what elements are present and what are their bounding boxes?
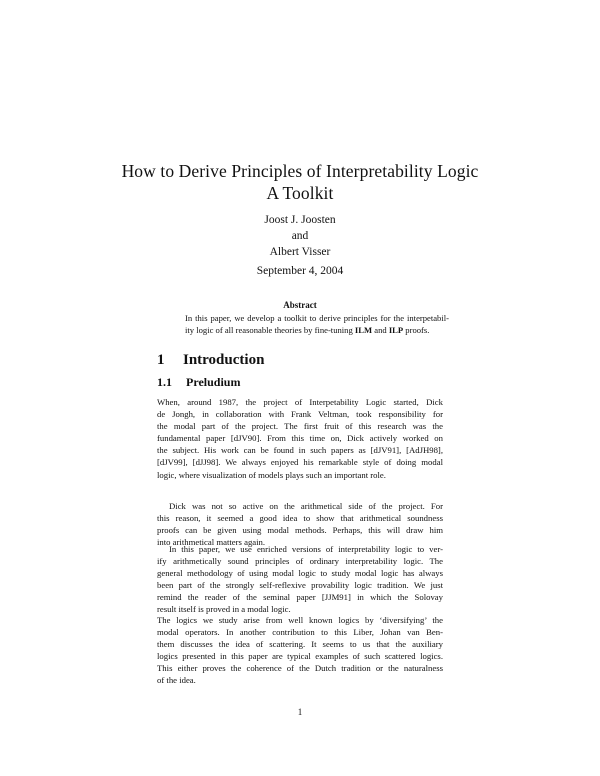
paragraph-line: ify arithmetically sound principles of ordinary interpretability logic. The	[157, 556, 443, 567]
paragraph-line: Dick was not so active on the arithmetical side of the project. For	[169, 501, 443, 511]
paragraph-3	[157, 543, 443, 616]
subsection-number: 1.1	[157, 375, 172, 389]
paragraph-line: fundamental paper [dJV90]. From this time on, Dick actively worked on	[157, 433, 443, 444]
title-line-1: How to Derive Principles of Interpretability Logic	[121, 161, 479, 181]
paragraph-line: general methodology of using modal logic to study modal logic has always	[157, 568, 443, 579]
paragraph-line: The logics we study arise from well known logics by ‘diversifying’ the	[157, 615, 443, 625]
abstract-ilm: ILM	[354, 325, 373, 335]
abstract-heading: Abstract	[283, 300, 317, 310]
paragraph-line: In this paper, we use enriched versions of interpretability logic to ver-	[169, 544, 443, 554]
author-1: Joost J. Joosten	[264, 214, 336, 226]
section-title: Introduction	[183, 352, 265, 368]
paragraph-line: modal operators. In another contribution to this Liber, Johan van Ben-	[157, 627, 443, 638]
section-number: 1	[157, 352, 165, 368]
author-block	[0, 212, 600, 260]
paragraph-line: the modal part of the project. The first fruit of this research was the	[157, 421, 443, 432]
paragraph-4	[157, 614, 443, 687]
abstract-ilp: ILP	[388, 325, 404, 335]
paragraph-line: this reason, it seemed a good idea to show that arithmetical soundness	[157, 513, 443, 524]
paragraph-line: been part of the strongly self-reflexive provability logic tradition. We just	[157, 580, 443, 591]
abstract-body	[185, 312, 449, 336]
page-number: 1	[297, 707, 303, 717]
title-line-2: A Toolkit	[266, 183, 334, 203]
paragraph-line: the subject. His work can be found in such papers as [dJV91], [AdJH98],	[157, 445, 443, 456]
abstract-line-2-end: proofs.	[403, 325, 430, 335]
paper-date: September 4, 2004	[256, 265, 344, 277]
paragraph-line: into arithmetical matters again.	[157, 537, 266, 548]
paragraph-line: remind the reader of the seminal paper [JJM91] in which the Solovay	[157, 592, 443, 603]
paragraph-2	[157, 500, 443, 548]
abstract-line-1: In this paper, we develop a toolkit to derive principles for the interpetabil-	[185, 313, 449, 323]
paragraph-line: proofs can be given using modal methods. Perhaps, this will draw him	[157, 525, 443, 536]
paragraph-line: logic, where visualization of models plays such an important role.	[157, 469, 386, 480]
section-heading-introduction	[157, 350, 264, 370]
paragraph-line: result itself is proved in a modal logic.	[157, 604, 291, 615]
paragraph-line: of the idea.	[157, 675, 196, 686]
author-separator: and	[291, 230, 309, 242]
paragraph-line: [dJV99], [dJJ98]. We always enjoyed his remarkable style of doing modal	[157, 457, 443, 468]
paragraph-line: de Jongh, in collaboration with Frank Veltman, took responsibility for	[157, 409, 443, 420]
paragraph-line: logics presented in this paper are typical examples of such scattered logics.	[157, 651, 443, 662]
abstract-and: and	[372, 325, 389, 335]
abstract-line-2	[185, 324, 449, 336]
author-2: Albert Visser	[269, 246, 331, 258]
abstract-line-2-text: ity logic of all reasonable theories by fine-tuning	[185, 325, 355, 335]
paragraph-line: them discusses the idea of scattering. It seems to us that the auxiliary	[157, 639, 443, 650]
paragraph-1	[157, 396, 443, 481]
subsection-title: Preludium	[186, 375, 241, 389]
paragraph-line: This either proves the coherence of the Dutch tradition or the naturalness	[157, 663, 443, 674]
paper-title	[0, 160, 600, 204]
paragraph-line: When, around 1987, the project of Interpetability Logic started, Dick	[157, 397, 443, 407]
subsection-heading-preludium	[157, 374, 240, 390]
